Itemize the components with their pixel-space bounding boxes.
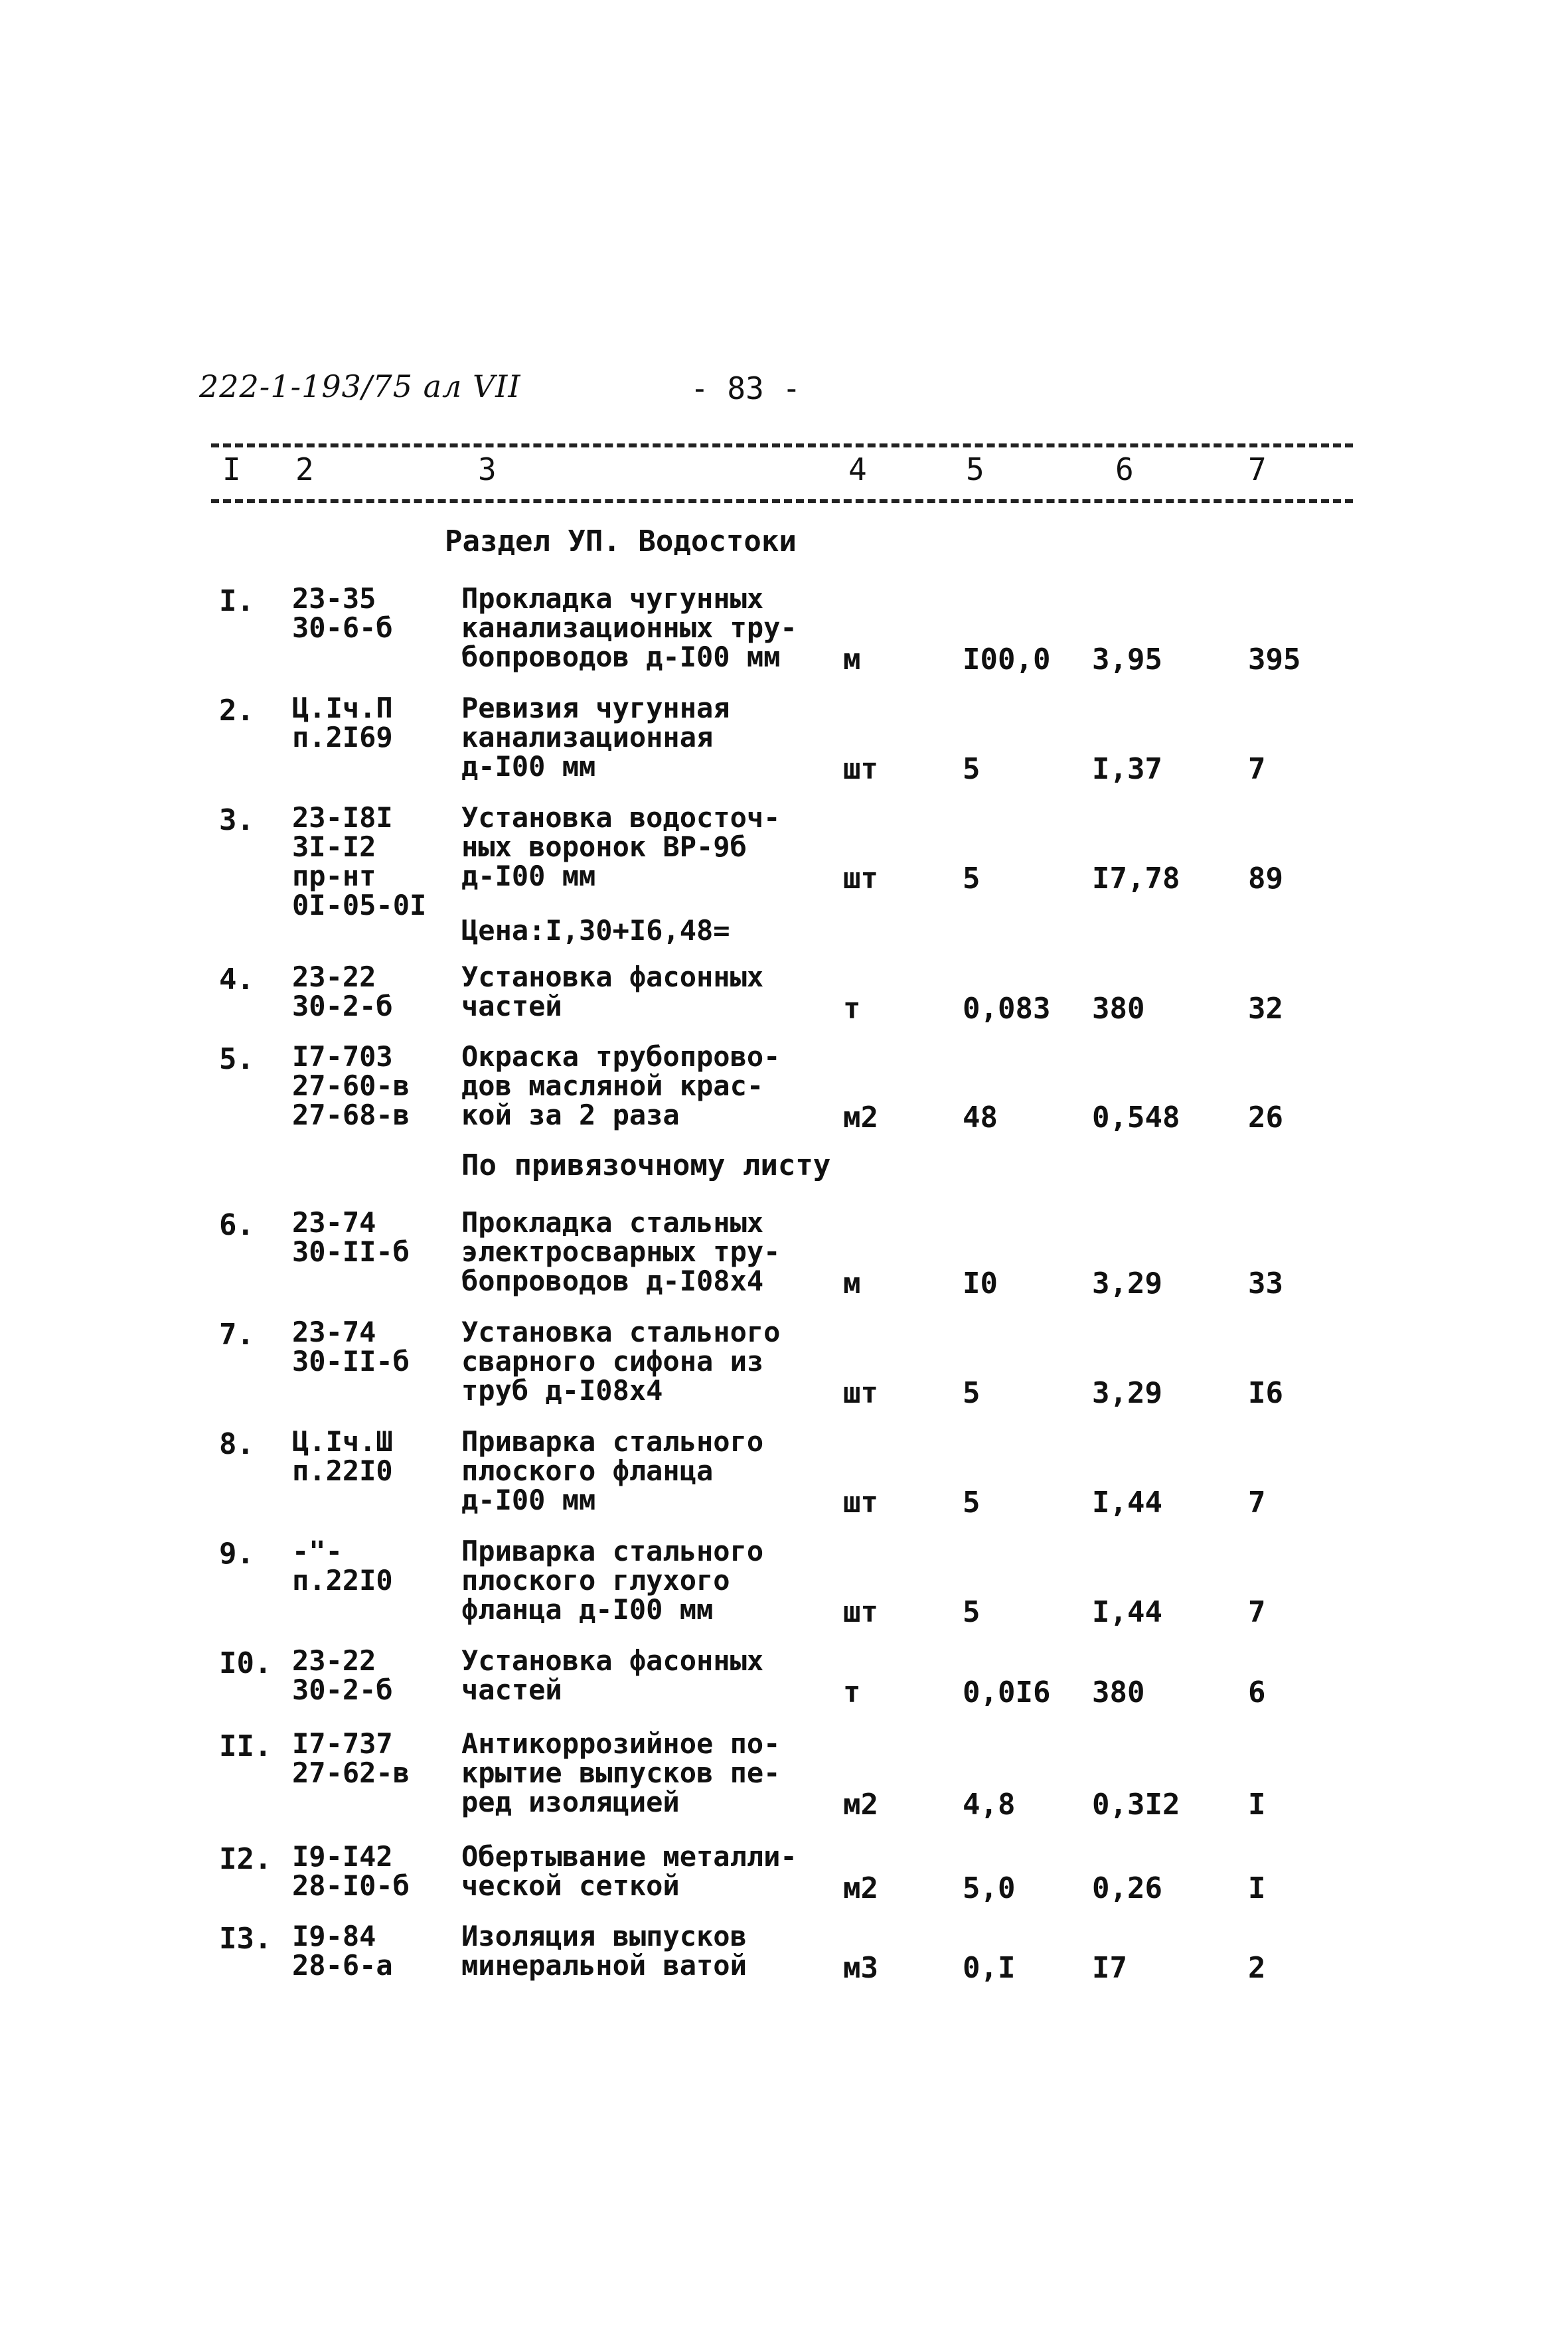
row-number: 4. <box>219 963 254 996</box>
work-description: Прокладка чугунных канализационных тру- бопроводов д-I00 мм <box>461 582 797 673</box>
header-divider-bottom <box>211 499 1353 503</box>
unit: шт <box>843 752 878 786</box>
work-description: Окраска трубопрово- дов масляной крас- кой за 2 раза <box>461 1040 781 1131</box>
quantity: 5 <box>963 1376 980 1410</box>
row-number: 9. <box>219 1537 254 1571</box>
page-number: - 83 - <box>690 370 801 406</box>
quantity: 5 <box>963 752 980 786</box>
total-cost: 7 <box>1248 1486 1266 1520</box>
unit-price: I7 <box>1092 1951 1127 1985</box>
norm-code: I7-703 27-60-в 27-68-в <box>292 1040 410 1131</box>
total-cost: I <box>1248 1788 1266 1822</box>
unit: шт <box>843 862 878 896</box>
total-cost: 2 <box>1248 1951 1266 1985</box>
work-description: Установка водосточ- ных воронок ВР-9б д-I00 мм <box>461 801 781 892</box>
unit: т <box>843 992 861 1026</box>
norm-code: -"- п.22I0 <box>292 1535 393 1597</box>
row-number: I2. <box>219 1842 272 1876</box>
row-number: 6. <box>219 1208 254 1242</box>
norm-code: 23-35 30-6-б <box>292 582 393 644</box>
row-number: II. <box>219 1729 272 1763</box>
total-cost: I <box>1248 1871 1266 1905</box>
unit-price: I,44 <box>1092 1595 1162 1629</box>
work-description: Установка фасонных частей <box>461 1644 764 1706</box>
quantity: 5 <box>963 862 980 896</box>
unit-price: 3,29 <box>1092 1267 1162 1300</box>
col-header-7: 7 <box>1248 451 1267 487</box>
unit: м2 <box>843 1871 878 1905</box>
unit: м3 <box>843 1951 878 1985</box>
row-number: 7. <box>219 1318 254 1352</box>
total-cost: 26 <box>1248 1101 1283 1135</box>
total-cost: 33 <box>1248 1267 1283 1300</box>
unit: шт <box>843 1486 878 1520</box>
subsection-title: По привязочному листу <box>461 1148 831 1182</box>
work-description: Ревизия чугунная канализационная д-I00 мм <box>461 692 730 783</box>
doc-code: 222-1-193/75 ал VII <box>199 368 521 404</box>
header-divider-top <box>211 443 1353 447</box>
norm-code: I7-737 27-62-в <box>292 1727 410 1789</box>
col-header-2: 2 <box>295 451 314 487</box>
norm-code: I9-I42 28-I0-б <box>292 1840 410 1902</box>
total-cost: 89 <box>1248 862 1283 896</box>
quantity: 48 <box>963 1101 998 1135</box>
work-description: Изоляция выпусков минеральной ватой <box>461 1920 747 1982</box>
quantity: 0,I <box>963 1951 1016 1985</box>
row-number: 2. <box>219 694 254 728</box>
unit-price: 0,3I2 <box>1092 1788 1180 1822</box>
total-cost: 7 <box>1248 752 1266 786</box>
norm-code: 23-74 30-II-б <box>292 1206 410 1268</box>
unit: т <box>843 1676 861 1709</box>
unit: м2 <box>843 1101 878 1135</box>
quantity: 0,083 <box>963 992 1051 1026</box>
quantity: 5 <box>963 1595 980 1629</box>
unit-price: 3,29 <box>1092 1376 1162 1410</box>
unit: шт <box>843 1595 878 1629</box>
row-number: 3. <box>219 803 254 837</box>
unit-price: 0,548 <box>1092 1101 1180 1135</box>
unit-price: 3,95 <box>1092 643 1162 676</box>
col-header-6: 6 <box>1115 451 1134 487</box>
norm-code: 23-22 30-2-б <box>292 961 393 1022</box>
unit: м <box>843 1267 861 1300</box>
norm-code: 23-I8I 3I-I2 пр-нт 0I-05-0I <box>292 801 427 921</box>
norm-code: 23-74 30-II-б <box>292 1316 410 1377</box>
col-header-4: 4 <box>848 451 867 487</box>
quantity: 0,0I6 <box>963 1676 1051 1709</box>
unit-price: I,37 <box>1092 752 1162 786</box>
total-cost: 6 <box>1248 1676 1266 1709</box>
unit: м2 <box>843 1788 878 1822</box>
quantity: 5,0 <box>963 1871 1016 1905</box>
unit-price: I,44 <box>1092 1486 1162 1520</box>
unit: шт <box>843 1376 878 1410</box>
total-cost: 32 <box>1248 992 1283 1026</box>
work-description: Прокладка стальных электросварных тру- бопроводов д-I08х4 <box>461 1206 781 1297</box>
total-cost: I6 <box>1248 1376 1283 1410</box>
unit-price: 380 <box>1092 992 1145 1026</box>
total-cost: 395 <box>1248 643 1301 676</box>
unit-price: I7,78 <box>1092 862 1180 896</box>
quantity: 5 <box>963 1486 980 1520</box>
work-description: Установка фасонных частей <box>461 961 764 1022</box>
work-description: Обертывание металли- ческой сеткой <box>461 1840 797 1902</box>
quantity: 4,8 <box>963 1788 1016 1822</box>
row-number: I0. <box>219 1646 272 1680</box>
row-number: 5. <box>219 1042 254 1076</box>
quantity: I00,0 <box>963 643 1051 676</box>
row-number: I3. <box>219 1922 272 1956</box>
col-header-3: 3 <box>478 451 497 487</box>
total-cost: 7 <box>1248 1595 1266 1629</box>
work-description: Приварка стального плоского глухого фланца д-I00 мм <box>461 1535 764 1626</box>
unit-price: 0,26 <box>1092 1871 1162 1905</box>
price-note: Цена:I,30+I6,48= <box>461 914 730 947</box>
work-description: Антикоррозийное по- крытие выпусков пе- ред изоляцией <box>461 1727 781 1818</box>
norm-code: 23-22 30-2-б <box>292 1644 393 1706</box>
section-title: Раздел УП. Водостоки <box>445 524 797 558</box>
norm-code: Ц.Iч.Ш п.22I0 <box>292 1425 393 1487</box>
row-number: 8. <box>219 1427 254 1461</box>
row-number: I. <box>219 584 254 618</box>
work-description: Приварка стального плоского фланца д-I00 мм <box>461 1425 764 1516</box>
col-header-1: I <box>222 451 241 487</box>
col-header-5: 5 <box>966 451 984 487</box>
norm-code: Ц.Iч.П п.2I69 <box>292 692 393 753</box>
unit: м <box>843 643 861 676</box>
work-description: Установка стального сварного сифона из труб д-I08х4 <box>461 1316 781 1407</box>
norm-code: I9-84 28-6-а <box>292 1920 393 1982</box>
quantity: I0 <box>963 1267 998 1300</box>
unit-price: 380 <box>1092 1676 1145 1709</box>
